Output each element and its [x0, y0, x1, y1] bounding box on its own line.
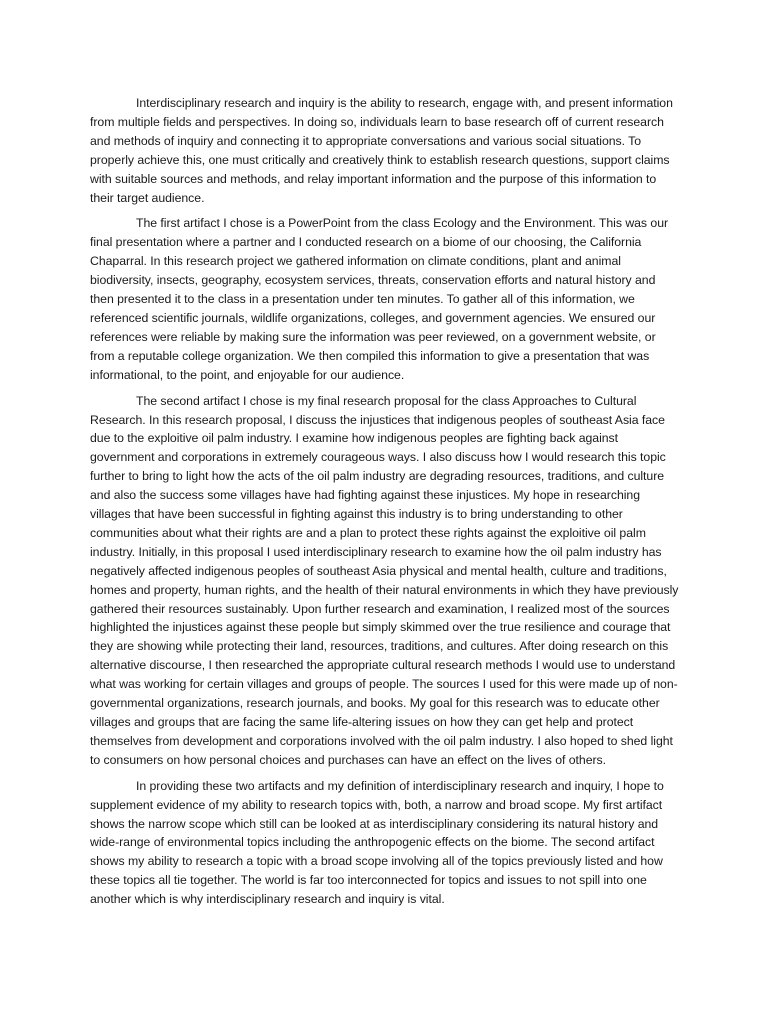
paragraph-first-artifact: The first artifact I chose is a PowerPoint from the class Ecology and the Environment. This was our final presentation where a partner and I conducted research on a biome of our choosing, the California Chaparral. In this research project we gathered information on climate conditions, plant and animal biodiversity, insects, geography, ecosystem services, threats, conservation efforts and natural history and then presented it to the class in a presentation under ten minutes. To gather all of this information, we referenced scientific journals, wildlife organizations, colleges, and government agencies. We ensured our references were reliable by making sure the information was peer reviewed, on a government website, or from a reputable college organization. We then compiled this information to give a presentation that was informational, to the point, and enjoyable for our audience. — [90, 216, 669, 382]
paragraph-definition: Interdisciplinary research and inquiry is the ability to research, engage with, and present information from multiple fields and perspectives. In doing so, individuals learn to base research off of current research and methods of inquiry and connecting it to appropriate conversations and various social situations. To properly achieve this, one must critically and creatively think to establish research questions, support claims with suitable sources and methods, and relay important information and the purpose of this information to their target audience. — [90, 96, 673, 205]
paragraph-second-artifact: The second artifact I chose is my final research proposal for the class Approaches to Cultural Research. In this research proposal, I discuss the injustices that indigenous peoples of southeast Asia face due to the exploitive oil palm industry. I examine how indigenous peoples are fighting back against government and corporations in extremely courageous ways. I also discuss how I would research this topic further to bring to light how the acts of the oil palm industry are degrading resources, traditions, and culture and also the success some villages have had fighting against these injustices. My hope in researching villages that have been successful in fighting against this industry is to bring understanding to other communities about what their rights are and a plan to protect these rights against the exploitive oil palm industry. Initially, in this proposal I used interdisciplinary research to examine how the oil palm industry has negatively affected indigenous peoples of southeast Asia physical and mental health, culture and traditions, homes and property, human rights, and the health of their natural environments in which they have previously gathered their resources sustainably. Upon further research and examination, I realized most of the sources highlighted the injustices against these people but simply skimmed over the true resilience and courage that they are showing while protecting their land, resources, traditions, and cultures. After doing research on this alternative discourse, I then researched the appropriate cultural research methods I would use to understand what was working for certain villages and groups of people. The sources I used for this were made up of non-governmental organizations, research journals, and books. My goal for this research was to educate other villages and groups that are facing the same life-altering issues on how they can get help and protect themselves from development and corporations involved with the oil palm industry. I also hoped to shed light to consumers on how personal choices and purchases can have an effect on the lives of others. — [90, 393, 679, 767]
paragraph-conclusion: In providing these two artifacts and my definition of interdisciplinary research and inquiry, I hope to supplement evidence of my ability to research topics with, both, a narrow and broad scope. My first artifact shows the narrow scope which still can be looked at as interdisciplinary considering its natural history and wide-range of environmental topics including the anthropogenic effects on the biome. The second artifact shows my ability to research a topic with a broad scope involving all of the topics previously listed and how these topics all tie together. The world is far too interconnected for topics and issues to not spill into one another which is why interdisciplinary research and inquiry is vital. — [90, 778, 664, 907]
essay-body — [90, 94, 682, 916]
